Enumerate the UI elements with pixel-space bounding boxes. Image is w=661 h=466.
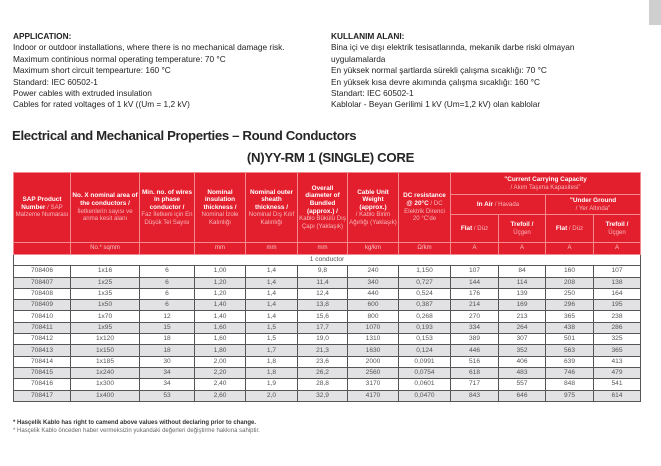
table-row: [14, 379, 641, 390]
unit-weight: 440: [348, 288, 399, 299]
table-row: [14, 277, 641, 288]
application-line: Standart: IEC 60502-1: [331, 88, 414, 99]
application-heading: APPLICATION:: [13, 31, 72, 41]
application-line: Power cables with extruded insulation: [13, 88, 152, 99]
capacity-ground-trefoil: 164: [594, 288, 641, 299]
overall-diameter: 32,9: [298, 390, 348, 401]
unit-cell: A: [499, 243, 546, 255]
unit-cell: Ω/km: [399, 243, 451, 255]
capacity-air-trefoil: 114: [499, 277, 546, 288]
insulation-thickness: 1,00: [195, 266, 246, 277]
unit-weight: 1310: [348, 334, 399, 345]
capacity-air-flat: 176: [451, 288, 499, 299]
unit-weight: 600: [348, 300, 399, 311]
insulation-thickness: 2,20: [195, 367, 246, 378]
sheath-thickness: 1,5: [246, 322, 298, 333]
header-en: Overall diameter of Bundled (approx.) /: [305, 184, 340, 215]
capacity-air-flat: 843: [451, 390, 499, 401]
capacity-air-trefoil: 264: [499, 322, 546, 333]
header-sap: [14, 173, 71, 243]
capacity-ground-trefoil: 413: [594, 356, 641, 367]
sap-number: 708409: [14, 300, 71, 311]
capacity-ground-flat: 438: [546, 322, 594, 333]
header-en: Cable Unit Weight (approx.): [357, 188, 389, 211]
header-tr: Üçgen: [513, 228, 531, 236]
min-wires: 34: [140, 379, 195, 390]
sheath-thickness: 1,4: [246, 300, 298, 311]
insulation-thickness: 1,20: [195, 277, 246, 288]
table-row: [14, 266, 641, 277]
sheath-thickness: 1,7: [246, 345, 298, 356]
dc-resistance: 0,524: [399, 288, 451, 299]
sap-number: 708416: [14, 379, 71, 390]
table-row: [14, 367, 641, 378]
conductor-area: 1x240: [71, 367, 140, 378]
header-diameter: [298, 173, 348, 243]
header-tr: / Düz: [568, 224, 584, 232]
capacity-ground-flat: 365: [546, 311, 594, 322]
conductor-area: 1x300: [71, 379, 140, 390]
unit-cell: No.* sqmm: [71, 243, 140, 255]
footnote-tr: * Hasçelik Kablo önceden haber vermeksizin yukandaki değerleri değiştirme hakkına sahiptir.: [13, 428, 260, 435]
unit-cell: A: [594, 243, 641, 255]
unit-weight: 1070: [348, 322, 399, 333]
unit-cell: [140, 243, 195, 255]
sheath-thickness: 1,4: [246, 266, 298, 277]
unit-weight: 800: [348, 311, 399, 322]
capacity-air-trefoil: 646: [499, 390, 546, 401]
header-wires: [140, 173, 195, 243]
sheath-thickness: 1,4: [246, 311, 298, 322]
overall-diameter: 15,6: [298, 311, 348, 322]
sheath-thickness: 1,8: [246, 367, 298, 378]
unit-cell: kg/km: [348, 243, 399, 255]
capacity-ground-trefoil: 238: [594, 311, 641, 322]
min-wires: 15: [140, 322, 195, 333]
header-en: Trefoil /: [605, 220, 629, 228]
capacity-air-flat: 214: [451, 300, 499, 311]
header-tr: Nominal Dış Kılıf Kalınlığı: [248, 211, 295, 226]
dc-resistance: 0,124: [399, 345, 451, 356]
unit-weight: 340: [348, 277, 399, 288]
unit-weight: 240: [348, 266, 399, 277]
sap-number: 708412: [14, 334, 71, 345]
conductor-area: 1x50: [71, 300, 140, 311]
header-en: Min. no. of wires in phase conductor /: [141, 188, 193, 211]
capacity-ground-flat: 250: [546, 288, 594, 299]
unit-cell: [14, 243, 71, 255]
overall-diameter: 28,8: [298, 379, 348, 390]
conductor-area: 1x400: [71, 390, 140, 401]
insulation-thickness: 1,40: [195, 300, 246, 311]
header-capacity: [451, 173, 641, 195]
application-line: Maximum continious normal operating temperature: 70 °C: [13, 53, 226, 64]
unit-weight: 1630: [348, 345, 399, 356]
sheath-thickness: 1,9: [246, 379, 298, 390]
capacity-air-trefoil: 557: [499, 379, 546, 390]
sap-number: 708414: [14, 356, 71, 367]
dc-resistance: 0,268: [399, 311, 451, 322]
overall-diameter: 19,0: [298, 334, 348, 345]
dc-resistance: 1,150: [399, 266, 451, 277]
properties-table: [13, 172, 641, 402]
unit-weight: 4170: [348, 390, 399, 401]
capacity-air-flat: 389: [451, 334, 499, 345]
header-area: [71, 173, 140, 243]
insulation-thickness: 1,60: [195, 334, 246, 345]
unit-weight: 2000: [348, 356, 399, 367]
capacity-air-flat: 618: [451, 367, 499, 378]
header-tr: / DC Elektrik Direnci 20 °C'de: [404, 199, 445, 223]
header-tr: / Akım Taşıma Kapasitesi": [510, 183, 581, 191]
application-line: En yüksek normal şartlarda sürekli çalışma sıcaklığı: 70 °C: [331, 65, 547, 76]
table-row: [14, 288, 641, 299]
sheath-thickness: 1,8: [246, 356, 298, 367]
header-en: Nominal outer sheath thickness /: [250, 188, 293, 211]
table-row: [14, 311, 641, 322]
capacity-air-trefoil: 483: [499, 367, 546, 378]
header-air-trefoil: [499, 215, 546, 243]
conductor-area: 1x70: [71, 311, 140, 322]
capacity-ground-trefoil: 138: [594, 277, 641, 288]
conductor-area: 1x150: [71, 345, 140, 356]
header-tr: Üçgen: [608, 228, 626, 236]
capacity-air-trefoil: 139: [499, 288, 546, 299]
header-tr: İletkenlerin sayısı ve anma kesit alanı: [77, 207, 133, 223]
dc-resistance: 0,387: [399, 300, 451, 311]
unit-cell: mm: [298, 243, 348, 255]
conductor-band-label: 1 conductor: [14, 255, 641, 266]
dc-resistance: 0,193: [399, 322, 451, 333]
page-edge-marker: [649, 0, 661, 25]
capacity-ground-trefoil: 541: [594, 379, 641, 390]
header-tr: Kablo Bükülü Dış Çapı (Yaklaşık): [299, 215, 346, 230]
capacity-ground-flat: 296: [546, 300, 594, 311]
overall-diameter: 13,8: [298, 300, 348, 311]
sap-number: 708410: [14, 311, 71, 322]
header-en: Nominal insulation thickness /: [203, 188, 237, 211]
application-line: En yüksek kısa devre akımında çalışma sıcaklığı: 160 °C: [331, 76, 540, 87]
application-line: Maximum short circuit tempearture: 160 °C: [13, 65, 171, 76]
application-line: Standard: IEC 60502-1: [13, 76, 98, 87]
capacity-ground-trefoil: 325: [594, 334, 641, 345]
min-wires: 6: [140, 277, 195, 288]
footnote-en: * Hasçelik Kablo has right to camend above values without declaring prior to change.: [13, 420, 257, 426]
section-title: Electrical and Mechanical Properties – Round Conductors: [12, 128, 357, 143]
min-wires: 12: [140, 311, 195, 322]
sap-number: 708413: [14, 345, 71, 356]
unit-weight: 3170: [348, 379, 399, 390]
application-turkish: [331, 31, 601, 111]
header-en: No. X nominal area of the conductors /: [72, 192, 138, 207]
header-en: Flat: [555, 224, 568, 232]
header-sheath: [246, 173, 298, 243]
capacity-air-flat: 334: [451, 322, 499, 333]
overall-diameter: 9,8: [298, 266, 348, 277]
insulation-thickness: 1,80: [195, 345, 246, 356]
header-tr: / Havada: [494, 200, 520, 208]
min-wires: 34: [140, 367, 195, 378]
header-en: SAP Product Number: [21, 196, 62, 211]
capacity-ground-flat: 563: [546, 345, 594, 356]
application-line: Cables for rated voltages of 1 kV ((Um = 1,2 kV): [13, 99, 190, 110]
header-en: "Under Ground: [569, 196, 617, 204]
capacity-air-trefoil: 84: [499, 266, 546, 277]
header-en: Flat: [460, 224, 473, 232]
table-row: [14, 345, 641, 356]
conductor-area: 1x95: [71, 322, 140, 333]
insulation-thickness: 1,60: [195, 322, 246, 333]
header-resistance: [399, 173, 451, 243]
header-ground-flat: [546, 215, 594, 243]
capacity-air-trefoil: 169: [499, 300, 546, 311]
dc-resistance: 0,727: [399, 277, 451, 288]
capacity-air-flat: 144: [451, 277, 499, 288]
header-en: In Air: [476, 200, 493, 208]
insulation-thickness: 2,40: [195, 379, 246, 390]
capacity-air-flat: 107: [451, 266, 499, 277]
application-english: [13, 31, 333, 111]
header-tr: / Yer Altında": [575, 204, 611, 212]
header-weight: [348, 173, 399, 243]
header-air-flat: [451, 215, 499, 243]
overall-diameter: 26,2: [298, 367, 348, 378]
section-subtitle: (N)YY-RM 1 (SINGLE) CORE: [246, 150, 415, 165]
sap-number: 708407: [14, 277, 71, 288]
header-insulation: [195, 173, 246, 243]
conductor-area: 1x120: [71, 334, 140, 345]
sheath-thickness: 1,5: [246, 334, 298, 345]
min-wires: 18: [140, 334, 195, 345]
capacity-ground-flat: 975: [546, 390, 594, 401]
application-heading: KULLANIM ALANI:: [331, 31, 405, 41]
sheath-thickness: 1,4: [246, 288, 298, 299]
capacity-air-trefoil: 352: [499, 345, 546, 356]
capacity-ground-trefoil: 614: [594, 390, 641, 401]
insulation-thickness: 1,40: [195, 311, 246, 322]
sap-number: 708415: [14, 367, 71, 378]
insulation-thickness: 1,20: [195, 288, 246, 299]
header-tr: / Düz: [473, 224, 489, 232]
unit-cell: A: [546, 243, 594, 255]
capacity-ground-flat: 501: [546, 334, 594, 345]
capacity-air-flat: 446: [451, 345, 499, 356]
capacity-ground-flat: 160: [546, 266, 594, 277]
min-wires: 6: [140, 288, 195, 299]
conductor-area: 1x185: [71, 356, 140, 367]
application-line: Indoor or outdoor installations, where there is no mechanical damage risk.: [13, 42, 285, 53]
table-row: [14, 390, 641, 401]
table-row: [14, 300, 641, 311]
min-wires: 18: [140, 345, 195, 356]
overall-diameter: 23,6: [298, 356, 348, 367]
header-ground-trefoil: [594, 215, 641, 243]
overall-diameter: 12,4: [298, 288, 348, 299]
capacity-ground-trefoil: 479: [594, 367, 641, 378]
footnotes: [13, 419, 260, 435]
capacity-ground-trefoil: 195: [594, 300, 641, 311]
header-tr: Nominal İzole Kalınlığı: [201, 211, 239, 226]
sap-number: 708411: [14, 322, 71, 333]
table-row: [14, 334, 641, 345]
header-tr: / Kablo Birim Ağırlığı (Yaklaşık): [349, 211, 397, 226]
table-body: [14, 255, 641, 402]
unit-weight: 2560: [348, 367, 399, 378]
header-en: DC resistance @ 20°C: [403, 192, 446, 207]
capacity-ground-flat: 746: [546, 367, 594, 378]
application-line: Bina içi ve dışı elektrik tesisatlarında, mekanik darbe riski olmayan uygulamalarda: [331, 42, 575, 64]
header-en: "Current Carrying Capacity: [504, 175, 587, 183]
overall-diameter: 17,7: [298, 322, 348, 333]
capacity-air-trefoil: 406: [499, 356, 546, 367]
conductor-area: 1x35: [71, 288, 140, 299]
units-row: [14, 243, 641, 255]
overall-diameter: 21,3: [298, 345, 348, 356]
dc-resistance: 0,0601: [399, 379, 451, 390]
min-wires: 53: [140, 390, 195, 401]
unit-cell: A: [451, 243, 499, 255]
capacity-ground-trefoil: 107: [594, 266, 641, 277]
insulation-thickness: 2,60: [195, 390, 246, 401]
dc-resistance: 0,0754: [399, 367, 451, 378]
insulation-thickness: 2,00: [195, 356, 246, 367]
capacity-ground-flat: 208: [546, 277, 594, 288]
capacity-ground-flat: 848: [546, 379, 594, 390]
capacity-air-flat: 516: [451, 356, 499, 367]
header-tr: / SAP Malzeme Numarası: [15, 203, 69, 219]
dc-resistance: 0,153: [399, 334, 451, 345]
capacity-air-flat: 717: [451, 379, 499, 390]
table-row: [14, 322, 641, 333]
overall-diameter: 11,4: [298, 277, 348, 288]
dc-resistance: 0,0991: [399, 356, 451, 367]
capacity-air-flat: 270: [451, 311, 499, 322]
min-wires: 30: [140, 356, 195, 367]
sap-number: 708406: [14, 266, 71, 277]
header-under-ground: [546, 195, 641, 215]
application-line: Kablolar - Beyan Gerilimi 1 kV (Um=1,2 kV) olan kablolar: [331, 99, 541, 110]
header-in-air: [451, 195, 546, 215]
table-row: [14, 356, 641, 367]
min-wires: 6: [140, 266, 195, 277]
capacity-ground-trefoil: 286: [594, 322, 641, 333]
header-en: Trefoil /: [510, 220, 534, 228]
sheath-thickness: 1,4: [246, 277, 298, 288]
capacity-air-trefoil: 213: [499, 311, 546, 322]
conductor-band-row: [14, 255, 641, 266]
capacity-air-trefoil: 307: [499, 334, 546, 345]
unit-cell: mm: [246, 243, 298, 255]
min-wires: 6: [140, 300, 195, 311]
conductor-area: 1x25: [71, 277, 140, 288]
dc-resistance: 0,0470: [399, 390, 451, 401]
conductor-area: 1x16: [71, 266, 140, 277]
capacity-ground-trefoil: 365: [594, 345, 641, 356]
capacity-ground-flat: 639: [546, 356, 594, 367]
header-tr: Faz İletkeni için En Düşük Tel Sayısı: [141, 211, 193, 226]
sheath-thickness: 2,0: [246, 390, 298, 401]
unit-cell: mm: [195, 243, 246, 255]
sap-number: 708408: [14, 288, 71, 299]
sap-number: 708417: [14, 390, 71, 401]
